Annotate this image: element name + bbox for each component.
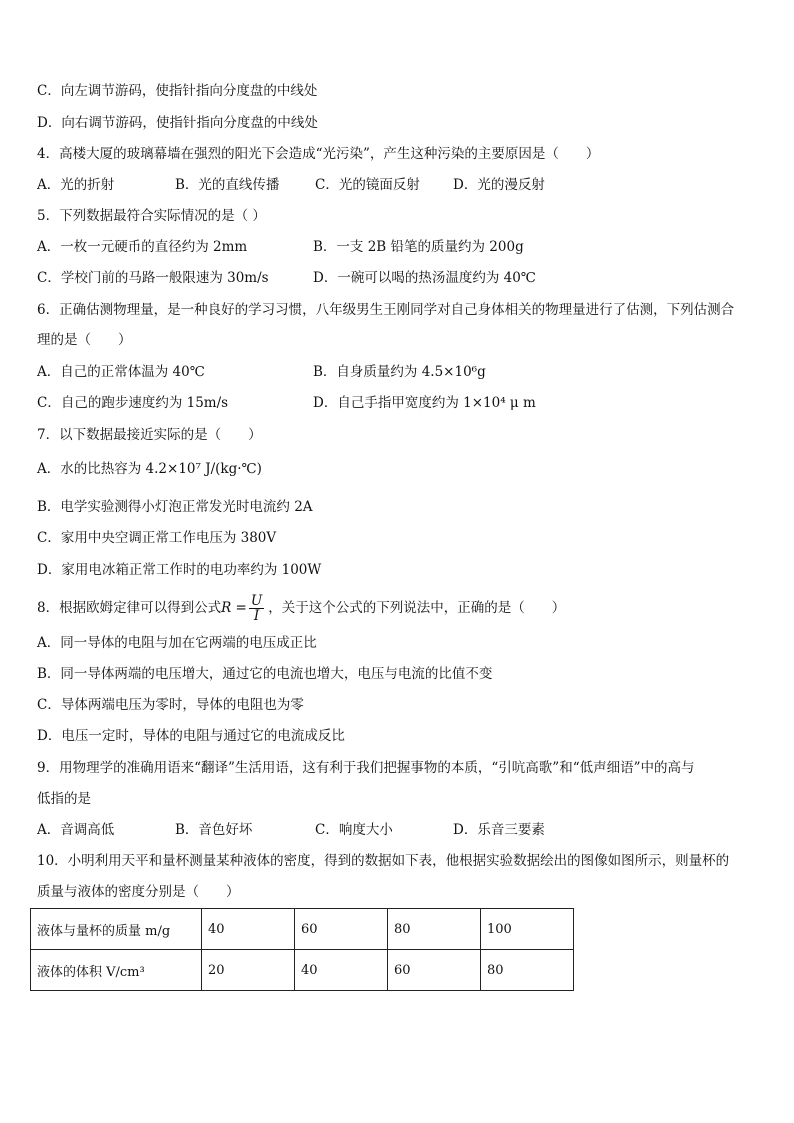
q5-option-a: A．一枚一元硬币的直径约为 2mm	[37, 239, 248, 255]
q6-option-a: A．自己的正常体温为 40℃	[37, 364, 205, 380]
q4-option-c: C．光的镜面反射	[315, 177, 420, 193]
question-6-options-row2	[37, 393, 536, 413]
question-10-line1: 10．小明利用天平和量杯测量某种液体的密度，得到的数据如下表，他根据实验数据绘出的图像如图所示，则量杯的	[37, 853, 730, 869]
table-cell: 60	[295, 909, 388, 950]
question-5: 5．下列数据最符合实际情况的是（ ）	[37, 208, 266, 224]
table-cell: 100	[481, 909, 574, 950]
table-cell: 80	[481, 950, 574, 991]
q5-option-c: C．学校门前的马路一般限速为 30m/s	[37, 270, 269, 286]
q5-option-b: B．一支 2B 铅笔的质量约为 200g	[313, 239, 524, 255]
q8-option-b: B．同一导体两端的电压增大，通过它的电流也增大，电压与电流的比值不变	[37, 666, 493, 682]
table-row-label: 液体的体积 V/cm³	[31, 950, 202, 991]
q7-option-c: C．家用中央空调正常工作电压为 380V	[37, 530, 277, 546]
q8-fraction	[249, 594, 264, 623]
q9-option-c: C．响度大小	[315, 822, 393, 838]
q9-option-d: D．乐音三要素	[453, 822, 545, 838]
option-d-line: D．向右调节游码，使指针指向分度盘的中线处	[37, 115, 318, 131]
q6-option-c: C．自己的跑步速度约为 15m/s	[37, 395, 229, 411]
question-9-options	[37, 820, 545, 840]
q8-denominator: I	[253, 608, 260, 624]
q8-option-c: C．导体两端电压为零时，导体的电阻也为零	[37, 697, 304, 713]
table-cell: 40	[295, 950, 388, 991]
question-10-line2: 质量与液体的密度分别是（ ）	[37, 884, 240, 900]
question-9-line1: 9．用物理学的准确用语来“翻译”生活用语，这有利于我们把握事物的本质，“引吭高歌”和“低声细语”中的高与	[37, 760, 695, 776]
question-5-options-row2	[37, 268, 536, 288]
q8-option-a: A．同一导体的电阻与加在它两端的电压成正比	[37, 635, 317, 651]
q6-option-b: B．自身质量约为 4.5×10⁶g	[313, 364, 486, 380]
question-6-options-row1	[37, 362, 486, 382]
question-6-line2: 理的是（ ）	[37, 332, 132, 348]
question-5-options-row1	[37, 237, 524, 257]
q4-option-d: D．光的漫反射	[453, 177, 545, 193]
q8-numerator: U	[250, 593, 263, 609]
q7-option-d: D．家用电冰箱正常工作时的电功率约为 100W	[37, 562, 322, 578]
question-4: 4．高楼大厦的玻璃幕墙在强烈的阳光下会造成“光污染”，产生这种污染的主要原因是（ ）	[37, 146, 600, 162]
table-row-label: 液体与量杯的质量 m/g	[31, 909, 202, 950]
q4-option-a: A．光的折射	[37, 177, 115, 193]
question-7: 7．以下数据最接近实际的是（ ）	[37, 427, 262, 443]
table-cell: 20	[202, 950, 295, 991]
data-table	[30, 908, 574, 991]
q8-suffix: ，关于这个公式的下列说法中，正确的是（ ）	[268, 600, 566, 616]
q8-option-d: D．电压一定时，导体的电阻与通过它的电流成反比	[37, 728, 345, 744]
q6-option-d: D．自己手指甲宽度约为 1×10⁴ μ m	[313, 395, 536, 411]
table-cell: 80	[388, 909, 481, 950]
q7-option-a: A．水的比热容为 4.2×10⁷ J/(kg·℃)	[37, 461, 262, 477]
question-4-options	[37, 175, 545, 195]
table-cell: 60	[388, 950, 481, 991]
question-8	[37, 594, 565, 623]
question-9-line2: 低指的是	[37, 791, 91, 807]
q5-option-d: D．一碗可以喝的热汤温度约为 40℃	[313, 270, 536, 286]
q9-option-b: B．音色好坏	[175, 822, 253, 838]
q8-formula-lhs: R =	[221, 600, 247, 616]
table-cell: 40	[202, 909, 295, 950]
q9-option-a: A．音调高低	[37, 822, 115, 838]
q4-option-b: B．光的直线传播	[175, 177, 280, 193]
q7-option-b: B．电学实验测得小灯泡正常发光时电流约 2A	[37, 499, 313, 515]
table-row	[31, 909, 574, 950]
q8-prefix: 8．根据欧姆定律可以得到公式	[37, 600, 222, 616]
option-c-line: C．向左调节游码，使指针指向分度盘的中线处	[37, 83, 318, 99]
table-row	[31, 950, 574, 991]
question-6-line1: 6．正确估测物理量，是一种良好的学习习惯，八年级男生王刚同学对自己身体相关的物理量进行了估测，下列估测合	[37, 302, 735, 318]
